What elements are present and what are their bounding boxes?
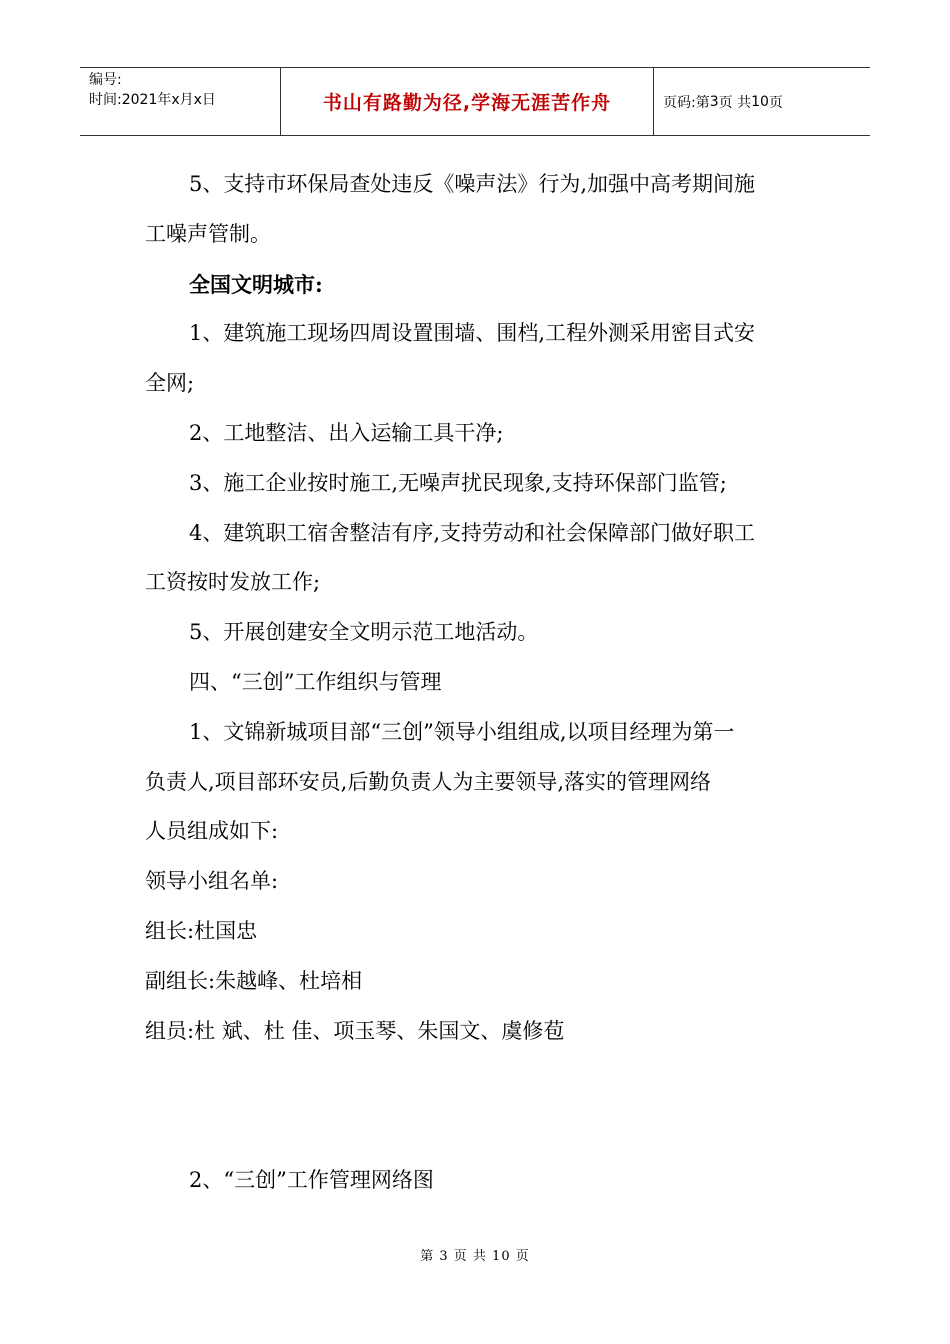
paragraph-line: 工噪声管制。 xyxy=(145,221,271,246)
paragraph-list xyxy=(145,160,810,1056)
paragraph-line: 四、“三创”工作组织与管理 xyxy=(189,669,442,694)
page-current: 3 xyxy=(709,93,719,110)
page-label: 页码:第 xyxy=(663,94,710,111)
header-motto: 书山有路勤为径,学海无涯苦作舟 xyxy=(322,92,612,114)
section-heading-network-diagram: 2、“三创”工作管理网络图 xyxy=(189,1167,434,1192)
paragraph-line: 5、支持市环保局查处违反《噪声法》行为,加强中高考期间施 xyxy=(189,172,756,196)
header-motto-cell xyxy=(281,68,654,135)
header-meta xyxy=(80,68,281,135)
paragraph-line: 工资按时发放工作; xyxy=(145,570,321,595)
paragraph-line: 1、建筑施工现场四周设置围墙、围档,工程外测采用密目式安 xyxy=(189,321,756,346)
paragraph-line: 5、开展创建安全文明示范工地活动。 xyxy=(189,620,539,645)
paragraph-line: 副组长:朱越峰、杜培相 xyxy=(145,968,363,993)
paragraph-line: 负责人,项目部环安员,后勤负责人为主要领导,落实的管理网络 xyxy=(145,769,712,794)
blank-space xyxy=(145,1056,810,1156)
page-total: 10 xyxy=(751,93,769,110)
paragraph-line: 2、工地整洁、出入运输工具干净; xyxy=(189,420,504,445)
header-page-info xyxy=(654,68,870,135)
section-heading: 全国文明城市: xyxy=(189,271,323,297)
page-mid-label: 页 共 xyxy=(718,94,752,111)
document-body xyxy=(145,160,810,1206)
paragraph-line: 3、施工企业按时施工,无噪声扰民现象,支持环保部门监管; xyxy=(189,470,727,495)
paragraph-line: 人员组成如下: xyxy=(145,819,279,844)
paragraph-line: 全网; xyxy=(145,371,195,396)
page-header xyxy=(80,67,870,136)
paragraph-line: 组员:杜 斌、杜 佳、项玉琴、朱国文、虞修苞 xyxy=(145,1018,565,1043)
paragraph-line: 组长:杜国忠 xyxy=(145,918,258,943)
page-end-label: 页 xyxy=(768,94,783,111)
document-time: 时间:2021年x月x日 xyxy=(89,92,216,108)
paragraph-line: 领导小组名单: xyxy=(145,869,279,894)
paragraph-line: 4、建筑职工宿舍整洁有序,支持劳动和社会保障部门做好职工 xyxy=(189,520,756,545)
paragraph-line: 1、文锦新城项目部“三创”领导小组组成,以项目经理为第一 xyxy=(189,719,735,744)
page-footer: 第 3 页 共 10 页 xyxy=(420,1249,530,1264)
document-number-label: 编号: xyxy=(89,72,122,88)
